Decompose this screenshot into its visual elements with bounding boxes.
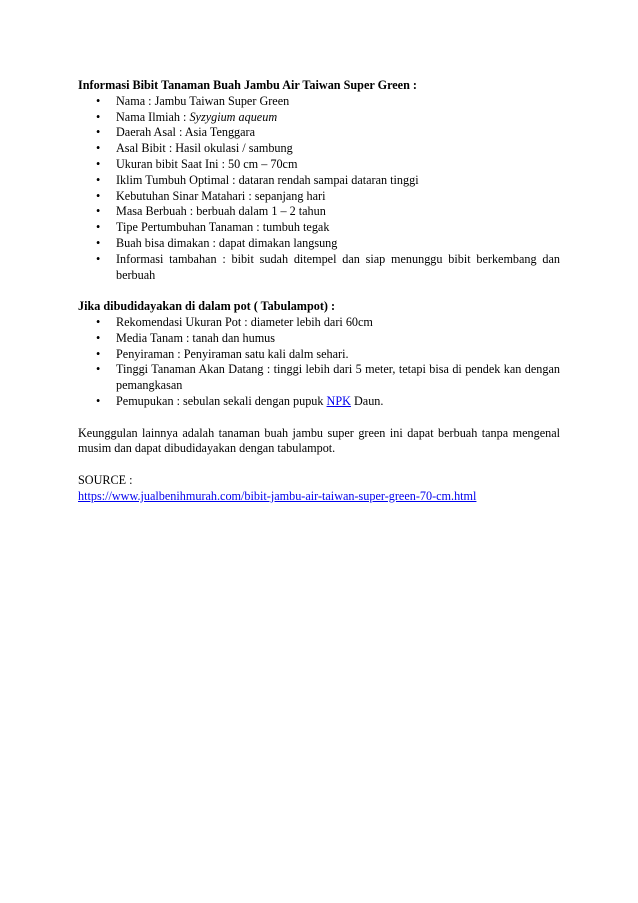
list-item-text: Nama Ilmiah : (116, 109, 190, 124)
list-item (78, 362, 560, 394)
list-item-text: Daerah Asal : Asia Tenggara (116, 125, 256, 140)
list-item-text: Nama : Jambu Taiwan Super Green (116, 93, 290, 108)
bullet-icon: • (96, 330, 101, 345)
spacer (78, 283, 560, 299)
scientific-name: Syzygium aqueum (189, 109, 278, 124)
list-item (78, 189, 560, 205)
bullet-icon: • (96, 251, 101, 266)
list-item (78, 173, 560, 189)
document-body (78, 78, 560, 505)
list-item (78, 94, 560, 110)
bullet-icon: • (96, 172, 101, 187)
bullet-icon: • (96, 235, 101, 250)
section2-heading: Jika dibudidayakan di dalam pot ( Tabulampot) : (78, 299, 336, 314)
source-line (78, 489, 560, 505)
list-item-text: Pemupukan : sebulan sekali dengan pupuk (116, 393, 327, 408)
bullet-icon: • (96, 314, 101, 329)
list-item-text: Media Tanam : tanah dan humus (116, 330, 276, 345)
summary-paragraph: Keunggulan lainnya adalah tanaman buah jambu super green ini dapat berbuah tanpa mengenal musim dan dapat dibudidayakan dengan tabulampot. (78, 425, 560, 456)
list-item (78, 141, 560, 157)
bullet-icon: • (96, 393, 101, 408)
bullet-icon: • (96, 188, 101, 203)
list-item (78, 252, 560, 284)
list-item (78, 331, 560, 347)
list-item (78, 110, 560, 126)
npk-link[interactable]: NPK (326, 393, 351, 408)
bullet-icon: • (96, 125, 101, 140)
section1-heading: Informasi Bibit Tanaman Buah Jambu Air Taiwan Super Green : (78, 78, 417, 92)
list-item-text: Tinggi Tanaman Akan Datang : tinggi lebih dari 5 meter, tetapi bisa di pendek kan dengan pemangkasan (116, 362, 560, 393)
list-item-text: Asal Bibit : Hasil okulasi / sambung (116, 141, 293, 156)
list-item (78, 125, 560, 141)
list-item-text: Tipe Pertumbuhan Tanaman : tumbuh tegak (116, 220, 330, 235)
list-item-text: Iklim Tumbuh Optimal : dataran rendah sampai dataran tinggi (116, 172, 419, 187)
list-item (78, 220, 560, 236)
bullet-icon: • (96, 362, 101, 377)
spacer (78, 410, 560, 426)
list-item-text: Penyiraman : Penyiraman satu kali dalm sehari. (116, 346, 349, 361)
list-item-text: Daun. (350, 393, 384, 408)
spacer (78, 457, 560, 473)
source-label: SOURCE : (78, 472, 133, 487)
list-item (78, 315, 560, 331)
bullet-icon: • (96, 109, 101, 124)
bullet-icon: • (96, 141, 101, 156)
list-item-text: Ukuran bibit Saat Ini : 50 cm – 70cm (116, 156, 298, 171)
bullet-icon: • (96, 346, 101, 361)
bullet-icon: • (96, 93, 101, 108)
source-link[interactable]: https://www.jualbenihmurah.com/bibit-jambu-air-taiwan-super-green-70-cm.html (78, 488, 477, 503)
section1-list (78, 94, 560, 284)
list-item-text: Informasi tambahan : bibit sudah ditempel dan siap menunggu bibit berkembang dan berbuah (116, 251, 560, 282)
section2-list (78, 315, 560, 410)
list-item (78, 157, 560, 173)
list-item (78, 394, 560, 410)
list-item (78, 204, 560, 220)
list-item-text: Rekomendasi Ukuran Pot : diameter lebih dari 60cm (116, 314, 373, 329)
list-item-text: Buah bisa dimakan : dapat dimakan langsung (116, 235, 338, 250)
list-item (78, 236, 560, 252)
list-item (78, 347, 560, 363)
bullet-icon: • (96, 156, 101, 171)
bullet-icon: • (96, 220, 101, 235)
list-item-text: Masa Berbuah : berbuah dalam 1 – 2 tahun (116, 204, 326, 219)
bullet-icon: • (96, 204, 101, 219)
list-item-text: Kebutuhan Sinar Matahari : sepanjang hari (116, 188, 326, 203)
